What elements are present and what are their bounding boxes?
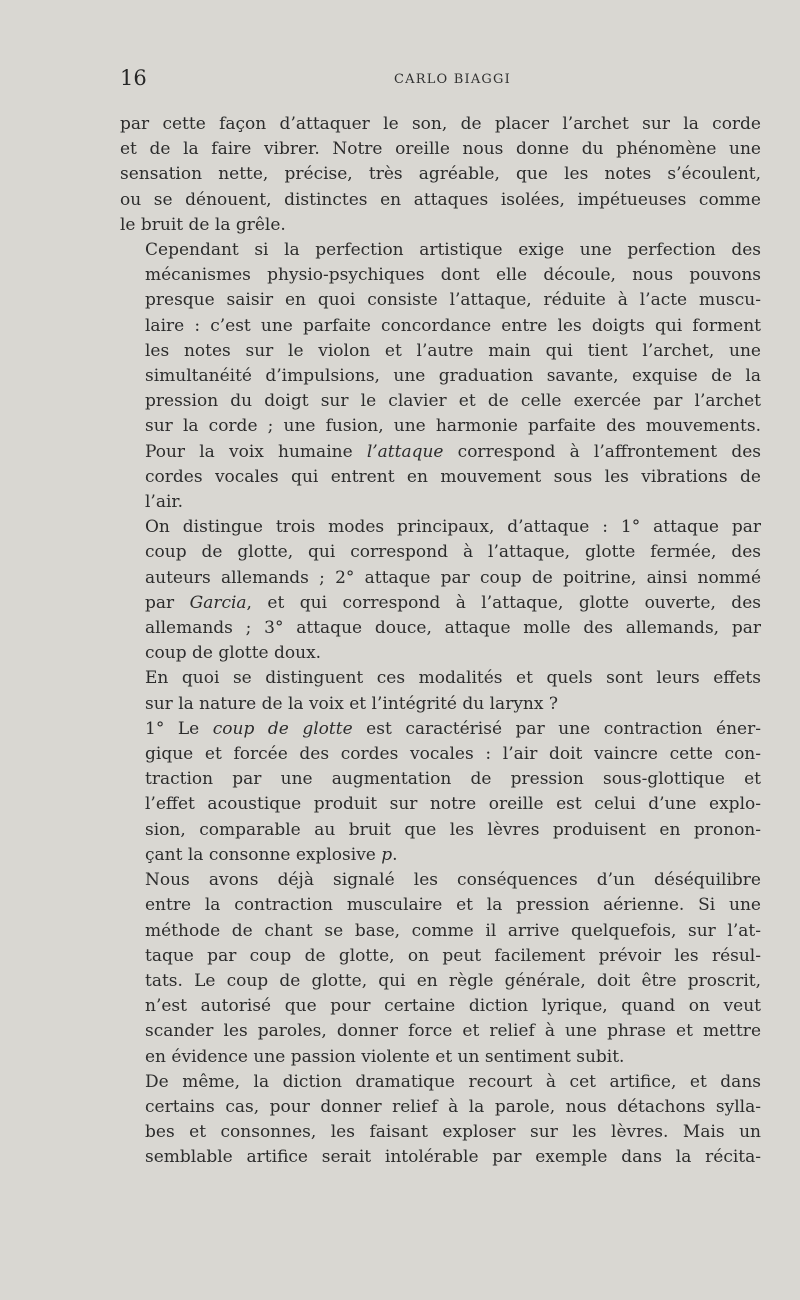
running-head bbox=[120, 66, 760, 96]
text-line: bes et consonnes, les faisant exploser sur les lèvres. Mais un bbox=[145, 1122, 761, 1143]
text-line: pression du doigt sur le clavier et de celle exercée par l’archet bbox=[145, 391, 761, 412]
paragraph-6 bbox=[120, 868, 761, 1070]
text-fragment: correspond à l’affrontement des bbox=[443, 441, 761, 462]
text-line: tats. Le coup de glotte, qui en règle générale, doit être proscrit, bbox=[145, 970, 761, 991]
text-line: allemands ; 3° attaque douce, attaque molle des allemands, par bbox=[145, 618, 761, 639]
text-line: n’est autorisé que pour certaine diction lyrique, quand on veut bbox=[145, 996, 761, 1017]
text-line: cordes vocales qui entrent en mouvement sous les vibrations de bbox=[145, 466, 761, 487]
text-line: l’effet acoustique produit sur notre oreille est celui d’une explo- bbox=[145, 794, 761, 815]
text-line: le bruit de la grêle. bbox=[120, 214, 286, 235]
text-line: méthode de chant se base, comme il arrive quelquefois, sur l’at- bbox=[145, 920, 761, 941]
text-fragment: Pour la voix humaine bbox=[145, 441, 367, 462]
text-line: Cependant si la perfection artistique exige une perfection des bbox=[145, 240, 761, 261]
paragraph-1 bbox=[120, 112, 761, 238]
text-line: et de la faire vibrer. Notre oreille nous donne du phénomène une bbox=[120, 139, 761, 160]
page-number: 16 bbox=[120, 66, 147, 90]
text-line: simultanéité d’impulsions, une graduation savante, exquise de la bbox=[145, 366, 761, 387]
text-line: On distingue trois modes principaux, d’attaque : 1° attaque par bbox=[145, 517, 761, 538]
text-fragment: . bbox=[392, 844, 398, 865]
text-line: gique et forcée des cordes vocales : l’air doit vaincre cette con- bbox=[145, 744, 761, 765]
paragraph-2 bbox=[120, 238, 761, 515]
text-fragment: , et qui correspond à l’attaque, glotte ouverte, des bbox=[246, 592, 761, 613]
text-line: entre la contraction musculaire et la pression aérienne. Si une bbox=[145, 895, 761, 916]
text-line bbox=[120, 591, 761, 616]
text-line: laire : c’est une parfaite concordance entre les doigts qui forment bbox=[145, 315, 761, 336]
paragraph-5 bbox=[120, 717, 761, 868]
italic-term: coup de glotte bbox=[212, 718, 353, 739]
text-line: coup de glotte doux. bbox=[145, 643, 322, 664]
text-line: taque par coup de glotte, on peut facilement prévoir les résul- bbox=[145, 945, 761, 966]
text-line: Nous avons déjà signalé les conséquences d’un déséquilibre bbox=[145, 870, 761, 891]
text-line: scander les paroles, donner force et relief à une phrase et mettre bbox=[145, 1021, 761, 1042]
text-line bbox=[120, 440, 761, 465]
text-fragment: çant la consonne explosive bbox=[145, 844, 382, 865]
text-line: sensation nette, précise, très agréable, que les notes s’écoulent, bbox=[120, 164, 761, 185]
text-line: certains cas, pour donner relief à la parole, nous détachons sylla- bbox=[145, 1096, 761, 1117]
text-line: auteurs allemands ; 2° attaque par coup de poitrine, ainsi nommé bbox=[145, 567, 761, 588]
text-line: En quoi se distinguent ces modalités et quels sont leurs effets bbox=[145, 668, 761, 689]
text-line: coup de glotte, qui correspond à l’attaque, glotte fermée, des bbox=[145, 542, 761, 563]
text-line bbox=[120, 843, 761, 868]
text-line: sion, comparable au bruit que les lèvres produisent en pronon- bbox=[145, 819, 761, 840]
text-line: par cette façon d’attaquer le son, de placer l’archet sur la corde bbox=[120, 114, 761, 134]
text-fragment: par bbox=[145, 592, 190, 613]
paragraph-4 bbox=[120, 666, 761, 716]
text-line: sur la corde ; une fusion, une harmonie parfaite des mouvements. bbox=[145, 416, 761, 437]
text-line: ou se dénouent, distinctes en attaques isolées, impétueuses comme bbox=[120, 189, 761, 210]
italic-term: l’attaque bbox=[366, 441, 444, 462]
text-line: traction par une augmentation de pression sous-glottique et bbox=[145, 769, 761, 790]
text-line: en évidence une passion violente et un sentiment subit. bbox=[145, 1046, 625, 1067]
body-text bbox=[120, 112, 761, 1171]
running-title: CARLO BIAGGI bbox=[394, 72, 511, 87]
text-line: De même, la diction dramatique recourt à cet artifice, et dans bbox=[145, 1071, 761, 1092]
italic-name: Garcia bbox=[189, 592, 247, 613]
text-line: mécanismes physio-psychiques dont elle découle, nous pouvons bbox=[145, 265, 761, 286]
text-line: l’air. bbox=[145, 492, 184, 513]
text-line: semblable artifice serait intolérable par exemple dans la récita- bbox=[145, 1147, 761, 1168]
paragraph-3 bbox=[120, 515, 761, 666]
text-line: presque saisir en quoi consiste l’attaque, réduite à l’acte muscu- bbox=[145, 290, 761, 311]
text-fragment: 1° Le bbox=[145, 718, 213, 739]
text-line: sur la nature de la voix et l’intégrité du larynx ? bbox=[145, 693, 558, 714]
text-line: les notes sur le violon et l’autre main qui tient l’archet, une bbox=[145, 340, 761, 361]
italic-letter: p bbox=[381, 844, 393, 865]
text-line bbox=[120, 717, 761, 742]
text-fragment: est caractérisé par une contraction éner- bbox=[352, 718, 761, 739]
paragraph-7 bbox=[120, 1070, 761, 1171]
